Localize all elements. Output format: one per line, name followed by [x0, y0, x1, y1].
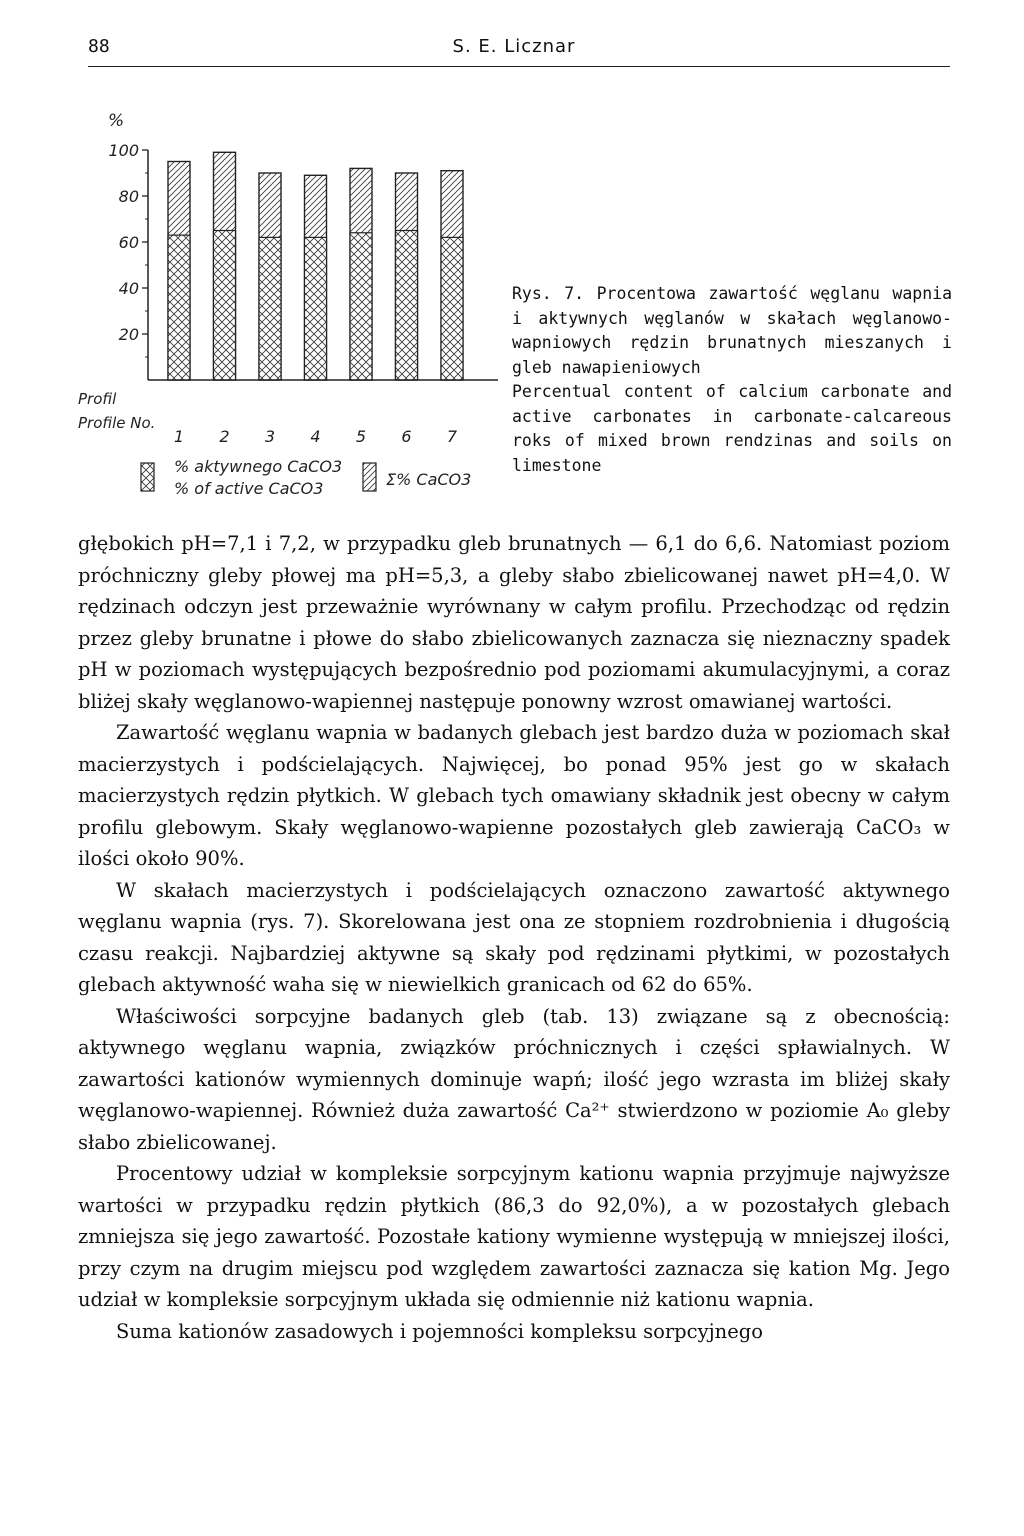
body-text	[78, 528, 950, 1347]
legend-label-total: Σ% CaCO3	[386, 470, 472, 489]
x-tick-label: 3	[264, 427, 276, 446]
x-tick-label: 5	[355, 427, 367, 446]
y-axis-label: %	[108, 111, 125, 131]
paragraph: Procentowy udział w kompleksie sorpcyjnym kationu wapnia przyjmuje najwyższe wartości w przypadku rędzin płytkich (86,3 do 92,0%), a w pozostałych glebach zmniejsza się jego zawartość. Pozostałe kationy wymienne występują w mniejszej ilości, przy czym na drugim miejscu pod względem zawartości zaznacza się kation Mg. Jego udział w kompleksie sorpcyjnym układa się odmiennie niż kationu wapnia.	[78, 1162, 950, 1311]
y-tick-label: 80	[118, 187, 139, 206]
y-tick-label: 100	[108, 141, 139, 160]
x-tick-label: 7	[446, 427, 458, 446]
legend-label-active-pl: % aktywnego CaCO3	[174, 457, 343, 476]
page-number: 88	[88, 36, 110, 57]
figure-caption	[512, 282, 952, 478]
stacked-bar-chart	[78, 90, 498, 520]
paragraph: Suma kationów zasadowych i pojemności kompleksu sorpcyjnego	[116, 1319, 763, 1343]
legend	[141, 457, 471, 498]
bar-active-caco3	[305, 237, 327, 380]
x-tick-label: 1	[173, 427, 185, 446]
x-axis-label-en: Profile No.	[78, 414, 156, 432]
y-tick-label: 40	[118, 279, 139, 298]
bar-active-caco3	[259, 237, 281, 380]
bars-group	[168, 152, 463, 380]
legend-label-active-en: % of active CaCO3	[174, 479, 324, 498]
legend-swatch-total	[363, 463, 376, 491]
y-tick-label: 60	[118, 233, 139, 252]
paragraph: Zawartość węglanu wapnia w badanych glebach jest bardzo duża w poziomach skał macierzystych i podścielających. Najwięcej, bo ponad 95% jest go w skałach macierzystych rędzin płytkich. W glebach tych omawiany składnik jest obecny w całym profilu glebowym. Skały węglanowo-wapienne pozostałych gleb zawierają CaCO₃ w ilości około 90%.	[78, 721, 950, 870]
legend-swatch-active	[141, 463, 154, 491]
x-tick-label: 2	[219, 427, 230, 446]
running-title: S. E. Licznar	[452, 36, 576, 57]
x-axis-label-pl: Profil	[78, 390, 117, 408]
bar-active-caco3	[441, 237, 463, 380]
caption-polish: Rys. 7. Procentowa zawartość węglanu wapnia i aktywnych węglanów w skałach węglanowo-wapniowych rędzin brunatnych mieszanych i gleb nawapieniowych	[512, 284, 952, 377]
bar-active-caco3	[168, 235, 190, 380]
bar-active-caco3	[350, 233, 372, 380]
bar-active-caco3	[396, 231, 418, 381]
x-tick-label: 6	[401, 427, 412, 446]
y-tick-label: 20	[118, 325, 139, 344]
x-tick-label: 4	[310, 427, 321, 446]
y-axis	[108, 111, 148, 380]
header-rule	[88, 66, 950, 67]
x-axis	[78, 380, 498, 446]
page-header	[78, 28, 950, 68]
paragraph: Właściwości sorpcyjne badanych gleb (tab. 13) związane są z obecnością: aktywnego węglanu wapnia, związków próchnicznych i części spławialnych. W zawartości kationów wymiennych dominuje wapń; ilość jego wzrasta im bliżej skały węglanowo-wapiennej. Również duża zawartość Ca²⁺ stwierdzono w poziomie A₀ gleby słabo zbielicowanej.	[78, 1004, 950, 1154]
paragraph: W skałach macierzystych i podścielających oznaczono zawartość aktywnego węglanu wapnia (rys. 7). Skorelowana jest ona ze stopniem rozdrobnienia i długością czasu reakcji. Najbardziej aktywne są skały pod rędzinami płytkimi, w pozostałych glebach aktywność waha się w niewielkich granicach od 62 do 65%.	[78, 878, 950, 996]
bar-active-caco3	[214, 231, 236, 381]
paragraph: głębokich pH=7,1 i 7,2, w przypadku gleb brunatnych — 6,1 do 6,6. Natomiast poziom próchniczny gleby płowej ma pH=5,3, a gleby słabo zbielicowanej nawet pH=4,0. W rędzinach odczyn jest przeważnie wyrównany w całym profilu. Przechodząc od rędzin przez gleby brunatne i płowe do słabo zbielicowanych zaznacza się nieznaczny spadek pH w poziomach występujących bezpośrednio pod poziomami akumulacyjnymi, a coraz bliżej skały węglanowo-wapiennej następuje ponowny wzrost omawianej wartości.	[78, 532, 950, 713]
caption-english: Percentual content of calcium carbonate and active carbonates in carbonate-calcareous roks of mixed brown rendzinas and soils on limestone	[512, 382, 952, 475]
